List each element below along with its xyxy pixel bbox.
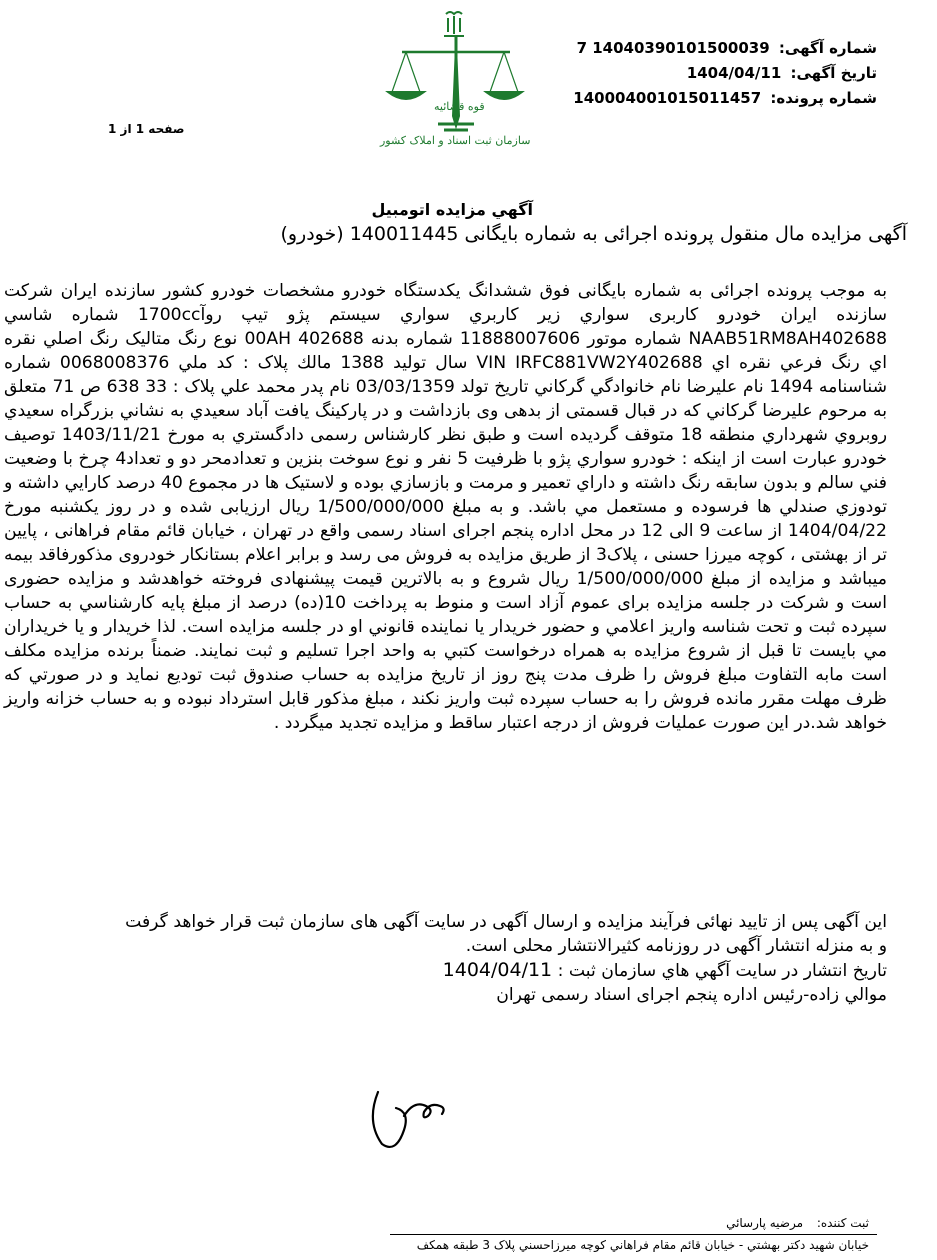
notice-body <box>4 279 887 735</box>
ad-number-label: شماره آگهی: <box>778 39 877 57</box>
ad-date-row <box>573 61 877 86</box>
judiciary-emblem <box>372 6 542 166</box>
publish-date-row <box>7 958 887 983</box>
emblem-caption-judiciary: قوه قضائیه <box>434 100 485 113</box>
publish-date-label: تاريخ انتشار در سايت آگهي هاي سازمان ثبت : <box>557 961 887 981</box>
closing-line-2: و به منزله انتشار آگهی در روزنامه کثیرالانتشار محلی است. <box>465 936 887 956</box>
file-number-value: 140004001015011457 <box>573 89 762 107</box>
ad-number-row <box>573 36 877 61</box>
registrar-row <box>417 1212 869 1234</box>
ad-number-value: 14040390101500039 7 <box>576 39 770 57</box>
signature-icon <box>350 1050 470 1160</box>
handwritten-signature <box>350 1050 470 1160</box>
ad-date-value: 1404/04/11 <box>686 64 782 82</box>
notice-body-paragraph: به موجب پرونده اجرائی به شماره بایگانی فوق ششدانگ یکدستگاه خودرو مشخصات خودرو کشور سازنده ایران شرکت سازنده ایران خودرو کاربری سواري زير کاربري سواري سيستم پژو تيپ روآ1700cc شماره شاسي NAAB51RM8AH402688 شماره موتور 11888007606 شماره بدنه 00AH 402688 نوع رنگ متاليک رنگ اصلي نقره اي رنگ فرعي نقره اي VIN IRFC881VW2Y402688 سال توليد 1388 مالك پلاک : کد ملي 0068008376 شماره شناسنامه 1494 نام عليرضا نام خانوادگي گرکاني تاريخ تولد 03/03/1359 نام پدر محمد علي پلاک : 33 638 ص 71 متعلق به مرحوم عليرضا گرکاني که در قبال قسمتی از بدهی وی بازداشت و در پارکينگ يافت آباد سعيدي به نشاني بزرگراه سعيدي روبروي شهرداري منطقه 18 متوقف گرديده است و طبق نظر کارشناس رسمی دادگستري به مورخ 1403/11/21 توصيف خودرو عبارت است از اينکه : خودرو سواري پژو با ظرفيت 5 نفر و نوع سوخت بنزين و تعدادمحر دو و تعداد4 چرخ با وضعيت فني سالم و بدون سابقه رنگ داشته و داراي تعمير و مرمت و بازسازي بوده و لاستيک ها در مجموع 40 درصد کارايي داشته و تودوزي صندلي ها فرسوده و مستعمل مي باشد. و به مبلغ 1/500/000/000 ریال ارزیابی شده و در روز یکشنبه مورخ 1404/04/22 از ساعت 9 الی 12 در محل اداره پنجم اجرای اسناد رسمی واقع در تهران ، خیابان قائم مقام فراهانی ، پایین تر از بهشتی ، کوچه میرزا حسنی ، پلاک3 از طریق مزایده به فروش می رسد و برابر اعلام بستانکار خودروی مذکورفاقد بیمه میباشد و مزایده از مبلغ 1/500/000/000 ریال شروع و به بالاترین قیمت پیشنهادی فروخته خواهدشد و مزایده حضوری است و شرکت در جلسه مزایده برای عموم آزاد است و منوط به پرداخت 10(ده) درصد از مبلغ پايه کارشناسي به حساب سپرده ثبت و تحت شناسه واريز اعلامي و حضور خريدار يا نماينده قانوني او در جلسه مزايده است. لذا خريدار و يا خريداران مي بايست تا قبل از شروع مزايده به همراه درخواست کتبي به واحد اجرا تسليم و ثبت نمايند. ضمناً برنده مزايده مکلف است مابه التفاوت مبلغ فروش را ظرف مدت پنج روز از تاريخ مزايده به حساب صندوق ثبت توديع نمايد و در صورتي که ظرف مهلت مقرر مانده فروش را به حساب سپرده ثبت واريز نکند ، مبلغ مذکور قابل استرداد نبوده و به حساب خزانه واريز خواهد شد.در اين صورت عمليات فروش از درجه اعتبار ساقط و مزايده تجديد ميگردد . <box>4 281 888 733</box>
notice-subtitle: آگهی مزایده مال منقول پرونده اجرائی به شماره بایگانی 140011445 (خودرو) <box>280 223 907 245</box>
office-address: خيابان شهيد دكتر بهشتي - خيابان قائم مقام فراهاني كوچه ميرزاحسني پلاک 3 طبقه همكف <box>416 1238 869 1252</box>
publish-date-value: 1404/04/11 <box>442 959 553 981</box>
notice-closing <box>7 910 887 1007</box>
registrar-label: ثبت کننده: <box>816 1216 869 1230</box>
footer <box>417 1212 869 1256</box>
notice-title: آگهي مزايده اتومبيل <box>371 200 533 219</box>
signatory: موالي زاده-رئيس اداره پنجم اجرای اسناد رسمی تهران <box>496 985 887 1005</box>
document-meta <box>573 36 877 111</box>
file-number-row <box>573 86 877 111</box>
registrar-name: مرضيه پارسائي <box>726 1216 804 1230</box>
page-number: صفحه 1 از 1 <box>108 122 185 136</box>
ad-date-label: تاریخ آگهی: <box>790 64 877 82</box>
closing-line-1: این آگهی پس از تایید نهائی فرآیند مزایده و ارسال آگهی در سایت آگهی های سازمان ثبت قرار خواهد گرفت <box>125 912 887 932</box>
file-number-label: شماره پرونده: <box>770 89 877 107</box>
emblem-caption-registry: سازمان ثبت اسناد و املاک کشور <box>380 134 531 147</box>
